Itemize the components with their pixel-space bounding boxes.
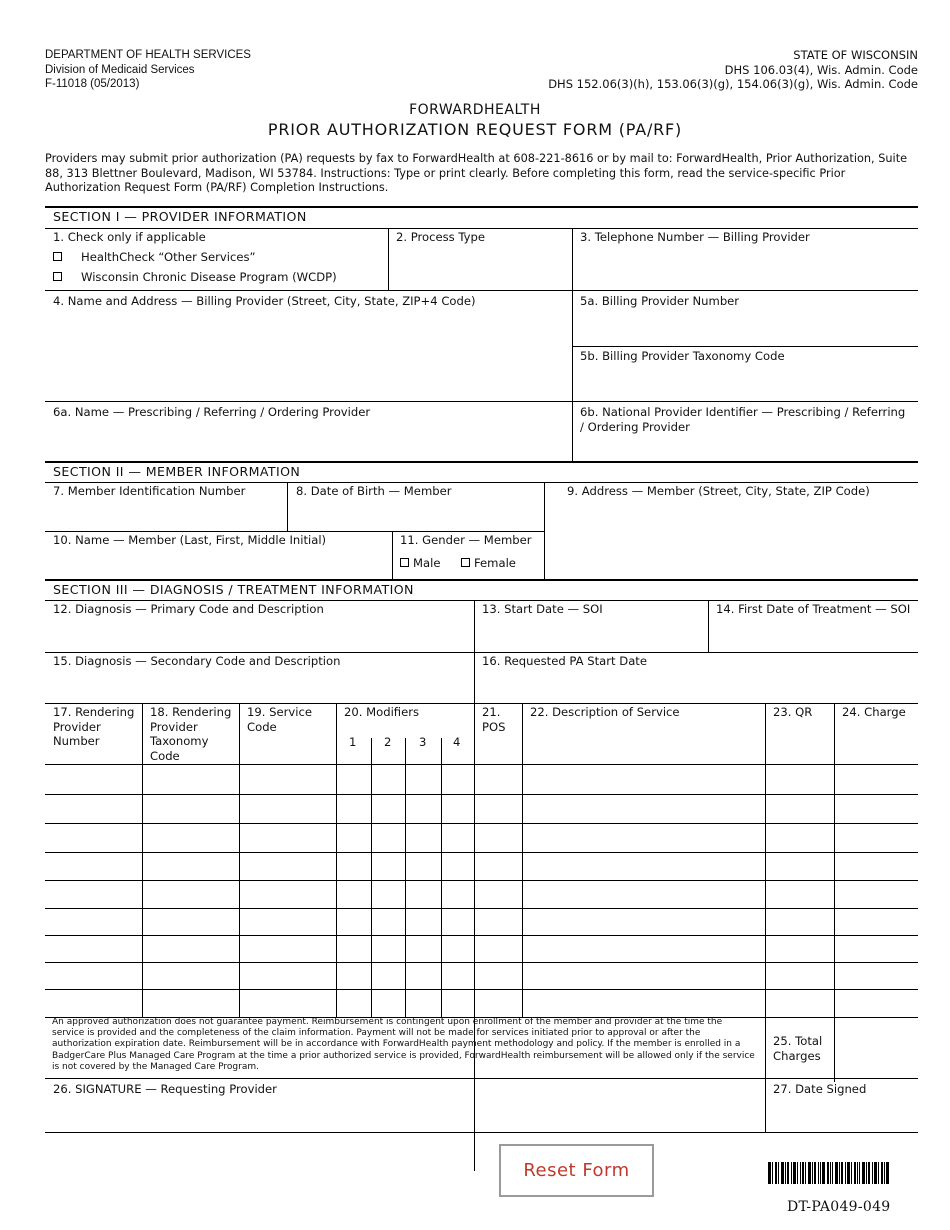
divider: [45, 401, 918, 402]
gender-label: 11. Gender — Member: [400, 533, 532, 547]
divider: [45, 290, 918, 291]
admin-code-2: DHS 152.06(3)(h), 153.06(3)(g), 154.06(3)(g), Wis. Admin. Code: [548, 77, 918, 91]
divider: [142, 703, 143, 1017]
date-signed-field[interactable]: 27. Date Signed: [773, 1082, 867, 1096]
wcdp-checkbox[interactable]: [53, 272, 62, 281]
division-name: Division of Medicaid Services: [45, 63, 195, 76]
divider: [371, 738, 372, 1017]
healthcheck-checkbox-row[interactable]: [53, 250, 256, 265]
col-rendering-provider-number: 17. Rendering Provider Number: [53, 705, 135, 748]
form-title: PRIOR AUTHORIZATION REQUEST FORM (PA/RF): [267, 120, 683, 139]
col-qr: 23. QR: [773, 705, 813, 719]
billing-provider-number-field[interactable]: 5a. Billing Provider Number: [580, 294, 740, 308]
prescribing-provider-name-field[interactable]: 6a. Name — Prescribing / Referring / Ordering Provider: [53, 405, 371, 419]
table-row[interactable]: [45, 962, 918, 963]
col-modifiers: 20. Modifiers: [344, 705, 420, 719]
divider: [45, 206, 918, 208]
divider: [45, 482, 918, 483]
divider: [544, 482, 545, 579]
divider: [708, 600, 709, 652]
healthcheck-label: HealthCheck “Other Services”: [81, 250, 256, 264]
divider: [45, 703, 918, 704]
divider: [522, 703, 523, 1017]
start-date-field[interactable]: 13. Start Date — SOI: [482, 602, 603, 616]
taxonomy-code-field[interactable]: 5b. Billing Provider Taxonomy Code: [580, 349, 785, 363]
program-title: FORWARDHEALTH: [409, 102, 541, 118]
billing-name-address-field[interactable]: 4. Name and Address — Billing Provider (Street, City, State, ZIP+4 Code): [53, 294, 476, 308]
divider: [45, 461, 918, 463]
divider: [834, 1017, 835, 1082]
gender-female-option[interactable]: [461, 556, 516, 571]
form-number: F-11018 (05/2013): [45, 78, 140, 90]
table-row[interactable]: [45, 764, 918, 765]
divider: [45, 652, 918, 653]
reset-form-button[interactable]: Reset Form: [499, 1144, 654, 1197]
col-taxonomy-code: 18. Rendering Provider Taxonomy Code: [150, 705, 232, 763]
table-row[interactable]: [45, 908, 918, 909]
divider: [392, 531, 393, 579]
divider: [239, 703, 240, 1017]
divider: [572, 228, 573, 401]
male-label: Male: [413, 556, 441, 570]
pa-request-form: [45, 206, 918, 1133]
barcode-image: [768, 1162, 915, 1184]
instructions-paragraph: Providers may submit prior authorization (PA) requests by fax to ForwardHealth at 608-221-8616 or by mail to: ForwardHealth, Prior Authorization, Suite 88, 313 Blettner Boulevard, Madison, WI 53784. Instructions: Type or print clearly. Before completing this form, read the service-specific Prior Authorization Request Form (PA/RF) Completion Instructions.: [45, 152, 908, 195]
process-type-field[interactable]: 2. Process Type: [396, 230, 486, 244]
male-checkbox[interactable]: [400, 558, 409, 567]
divider: [474, 600, 475, 1171]
member-address-field[interactable]: 9. Address — Member (Street, City, State, ZIP Code): [567, 484, 870, 498]
secondary-diagnosis-field[interactable]: 15. Diagnosis — Secondary Code and Description: [53, 654, 341, 668]
divider: [765, 703, 766, 1078]
pa-start-date-field[interactable]: 16. Requested PA Start Date: [482, 654, 647, 668]
divider: [45, 531, 544, 532]
divider: [336, 703, 337, 1017]
wcdp-checkbox-row[interactable]: [53, 270, 337, 285]
divider: [572, 346, 918, 347]
table-row[interactable]: [45, 823, 918, 824]
state-name: STATE OF WISCONSIN: [793, 48, 918, 62]
healthcheck-checkbox[interactable]: [53, 252, 62, 261]
payment-disclaimer: An approved authorization does not guarantee payment. Reimbursement is contingent upon enrollment of the member and provider at the time the service is provided and the completeness of the claim information. Payment will not be made for services initiated prior to approval or after the authorization expiration date. Reimbursement will be in accordance with ForwardHealth payment methodology and policy. If the member is enrolled in a BadgerCare Plus Managed Care Program at the time a prior authorized service is provided, ForwardHealth reimbursement will be allowed only if the service is not covered by the Managed Care Program.: [52, 1017, 755, 1072]
npi-field[interactable]: 6b. National Provider Identifier — Prescribing / Referring / Ordering Provider: [580, 405, 906, 434]
department-name: DEPARTMENT OF HEALTH SERVICES: [45, 49, 251, 61]
divider: [834, 703, 835, 1017]
divider: [765, 1078, 766, 1133]
table-row[interactable]: [45, 935, 918, 936]
dob-field[interactable]: 8. Date of Birth — Member: [296, 484, 452, 498]
divider: [572, 401, 573, 461]
divider: [405, 738, 406, 1017]
col-pos: 21. POS: [482, 705, 506, 734]
header-right: [548, 48, 918, 92]
table-row[interactable]: [45, 880, 918, 881]
divider: [45, 600, 918, 601]
header-left: [45, 48, 251, 92]
modifier-4-label: 4: [453, 735, 461, 749]
table-row[interactable]: [45, 989, 918, 990]
female-checkbox[interactable]: [461, 558, 470, 567]
table-row[interactable]: [45, 852, 918, 853]
member-id-field[interactable]: 7. Member Identification Number: [53, 484, 246, 498]
modifier-1-label: 1: [349, 735, 357, 749]
signature-field[interactable]: 26. SIGNATURE — Requesting Provider: [53, 1082, 277, 1096]
col-charge: 24. Charge: [842, 705, 906, 719]
modifier-2-label: 2: [384, 735, 392, 749]
total-charges-field[interactable]: 25. Total Charges: [773, 1034, 823, 1063]
admin-code-1: DHS 106.03(4), Wis. Admin. Code: [724, 62, 918, 77]
table-row[interactable]: [45, 794, 918, 795]
first-treatment-date-field[interactable]: 14. First Date of Treatment — SOI: [716, 602, 911, 616]
primary-diagnosis-field[interactable]: 12. Diagnosis — Primary Code and Description: [53, 602, 324, 616]
divider: [441, 738, 442, 1017]
gender-male-option[interactable]: [400, 556, 440, 571]
document-id: DT-PA049-049: [787, 1199, 891, 1215]
female-label: Female: [474, 556, 516, 570]
divider: [45, 228, 918, 229]
section1-title: SECTION I — PROVIDER INFORMATION: [53, 209, 307, 224]
divider: [45, 579, 918, 581]
modifier-3-label: 3: [419, 735, 427, 749]
telephone-field[interactable]: 3. Telephone Number — Billing Provider: [580, 230, 810, 244]
check-applicable-label: 1. Check only if applicable: [53, 230, 206, 244]
col-description: 22. Description of Service: [530, 705, 680, 719]
col-service-code: 19. Service Code: [247, 705, 312, 734]
divider: [45, 1132, 918, 1133]
divider: [45, 1078, 918, 1079]
section3-title: SECTION III — DIAGNOSIS / TREATMENT INFORMATION: [53, 582, 414, 597]
section2-title: SECTION II — MEMBER INFORMATION: [53, 464, 301, 479]
member-name-field[interactable]: 10. Name — Member (Last, First, Middle Initial): [53, 533, 327, 547]
wcdp-label: Wisconsin Chronic Disease Program (WCDP): [81, 270, 337, 284]
divider: [388, 228, 389, 290]
divider: [287, 482, 288, 531]
